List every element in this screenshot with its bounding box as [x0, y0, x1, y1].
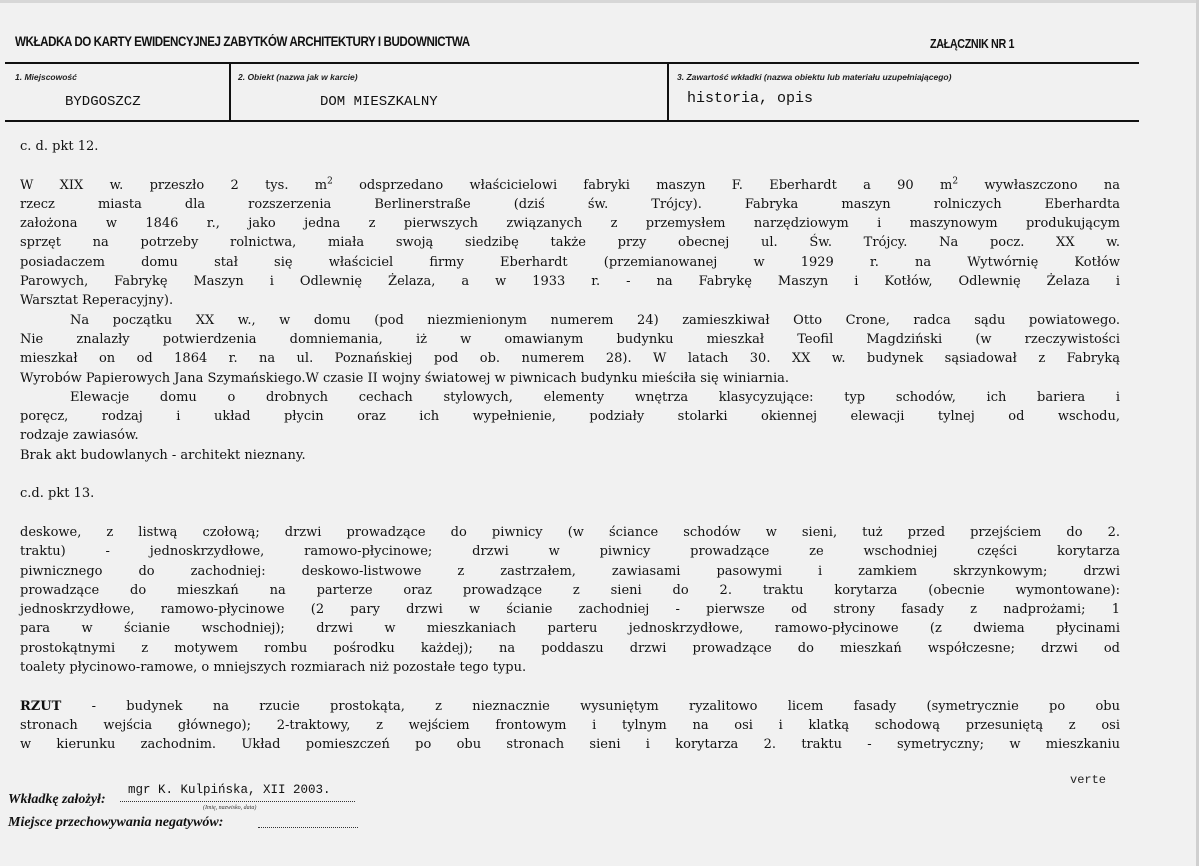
style-line: rodzaje zawiasów.: [20, 428, 139, 444]
history-line: posiadaczem domu stał się właściciel firmy Eberhardt (przemianowanej w 1929 r. na Wytwórnię Kotłów: [20, 254, 1120, 270]
document-body: [20, 137, 1120, 755]
doors-line: prostokątnymi z motywem rombu pośrodku każdej); na poddaszu drzwi prowadzące do mieszkań współczesne; drzwi od: [20, 640, 1120, 656]
history-line: rzecz miasta dla rozszerzenia Berlinerstraße (dziś św. Trójcy). Fabryka maszyn rolniczych Eberhardta: [20, 196, 1120, 212]
rzut-label: RZUT: [20, 698, 62, 714]
style-line: Elewacje domu o drobnych cechach stylowych, elementy wnętrza klasycyzujące: typ schodów, ich bariera i: [70, 389, 1120, 405]
history-line: Wyrobów Papierowych Jana Szymańskiego.W czasie II wojny światowej w piwnicach budynku mieściła się winiarnia.: [20, 370, 790, 386]
heading-pkt12: c. d. pkt 12.: [20, 139, 99, 154]
architect-note: Brak akt budowlanych - architekt nieznany.: [20, 447, 306, 463]
locality-value: BYDGOSZCZ: [65, 94, 141, 110]
content-label: 3. Zawartość wkładki (nazwa obiektu lub materiału uzupełniającego): [677, 72, 952, 82]
negatives-location-label: Miejsce przechowywania negatywów:: [8, 815, 224, 830]
doors-line: toalety płycinowo-ramowe, o mniejszych rozmiarach niż pozostałe tego typu.: [20, 660, 527, 676]
created-by-value: mgr K. Kulpińska, XII 2003.: [128, 783, 331, 797]
created-by-label: Wkładkę założył:: [8, 792, 106, 807]
form-title: WKŁADKA DO KARTY EWIDENCYJNEJ ZABYTKÓW ARCHITEKTURY I BUDOWNICTWA: [15, 34, 470, 49]
scan-edge-top: [0, 0, 1199, 3]
history-line: założona w 1846 r., jako jedna z pierwszych związanych z przemysłem narzędziowym i maszynowym produkującym: [20, 216, 1120, 232]
history-line: mieszkał on od 1864 r. na ul. Poznańskiej pod ob. numerem 28). W latach 30. XX w. budynek sąsiadował z Fabryką: [20, 351, 1120, 367]
field-divider-1: [229, 62, 231, 121]
content-value: historia, opis: [687, 90, 814, 107]
created-by-dotted-line: [120, 801, 355, 802]
header-rule-bottom: [5, 120, 1139, 122]
history-line: Parowych, Fabrykę Maszyn i Odlewnię Żelaza, a w 1933 r. - na Fabrykę Maszyn i Kotłów, Odlewnię Żelaza i: [20, 274, 1120, 290]
object-label: 2. Obiekt (nazwa jak w karcie): [238, 72, 358, 82]
doors-line: prowadzące do mieszkań na parterze oraz prowadzące z sieni do 2. traktu korytarza (obecnie wymontowane):: [20, 582, 1120, 598]
history-line: Na początku XX w., w domu (pod niezmienionym numerem 24) zamieszkiwał Otto Crone, radca sądu powiatowego.: [70, 312, 1120, 328]
doors-line: piwnicznego do zachodniej: deskowo-listwowe z zastrzałem, zawiasami pasowymi i zamkiem skrzynkowym; drzwi: [20, 563, 1120, 579]
object-value: DOM MIESZKALNY: [320, 94, 438, 110]
created-by-hint: (Imię, nazwisko, data): [203, 805, 257, 811]
plan-line: stronach wejścia głównego); 2-traktowy, z wejściem frontowym i tylnym na osi i klatką schodową przesuniętą z osi: [20, 717, 1120, 733]
heading-pkt13: c.d. pkt 13.: [20, 486, 95, 502]
style-line: poręcz, rodzaj i układ płycin oraz ich wypełnienie, podziały stolarki okiennej elewacji tylnej od wschodu,: [20, 409, 1120, 425]
plan-line: w kierunku zachodnim. Układ pomieszczeń po obu stronach sieni i korytarza 2. traktu - symetryczny; w mieszkaniu: [20, 737, 1120, 753]
doors-line: deskowe, z listwą czołową; drzwi prowadzące do piwnicy (w ściance schodów w sieni, tuż przed przejściem do 2.: [20, 524, 1120, 540]
field-divider-2: [667, 62, 669, 121]
header-rule-top: [5, 62, 1139, 64]
plan-line-1: RZUT - budynek na rzucie prostokąta, z nieznacznie wysuniętym ryzalitowo licem fasady (symetrycznie po obu: [20, 698, 1120, 714]
locality-label: 1. Miejscowość: [15, 72, 77, 82]
doors-line: traktu) - jednoskrzydłowe, ramowo-płycinowe; drzwi w piwnicy prowadzące ze wschodniej części korytarza: [20, 544, 1120, 560]
verte-note: verte: [1070, 773, 1107, 787]
history-line: Nie znalazły potwierdzenia domniemania, iż w omawianym budynku mieszkał Teofil Magdziński (w rzeczywistości: [20, 331, 1120, 347]
history-line: sprzęt na potrzeby rolnictwa, miała swoją siedzibę także przy obecnej ul. Św. Trójcy. Na pocz. XX w.: [20, 235, 1120, 251]
history-line-1: W XIX w. przeszło 2 tys. $m^2$ odsprzedano właścicielowi fabryki maszyn F. Eberhardt a 90 $m^2$ wywłaszczono na: [20, 176, 1120, 193]
doors-line: jednoskrzydłowe, ramowo-płycinowe (2 pary drzwi w ścianie zachodniej - pierwsze od strony fasady z nadprożami; 1: [20, 602, 1120, 618]
annex-number: ZAŁĄCZNIK NR 1: [930, 37, 1015, 51]
doors-line: para w ścianie wschodniej); drzwi w mieszkaniach parteru jednoskrzydłowe, ramowo-płycinowe (z dwiema płycinami: [20, 621, 1120, 637]
history-line: Warsztat Reperacyjny).: [20, 293, 174, 309]
negatives-dotted-line: [258, 827, 358, 828]
